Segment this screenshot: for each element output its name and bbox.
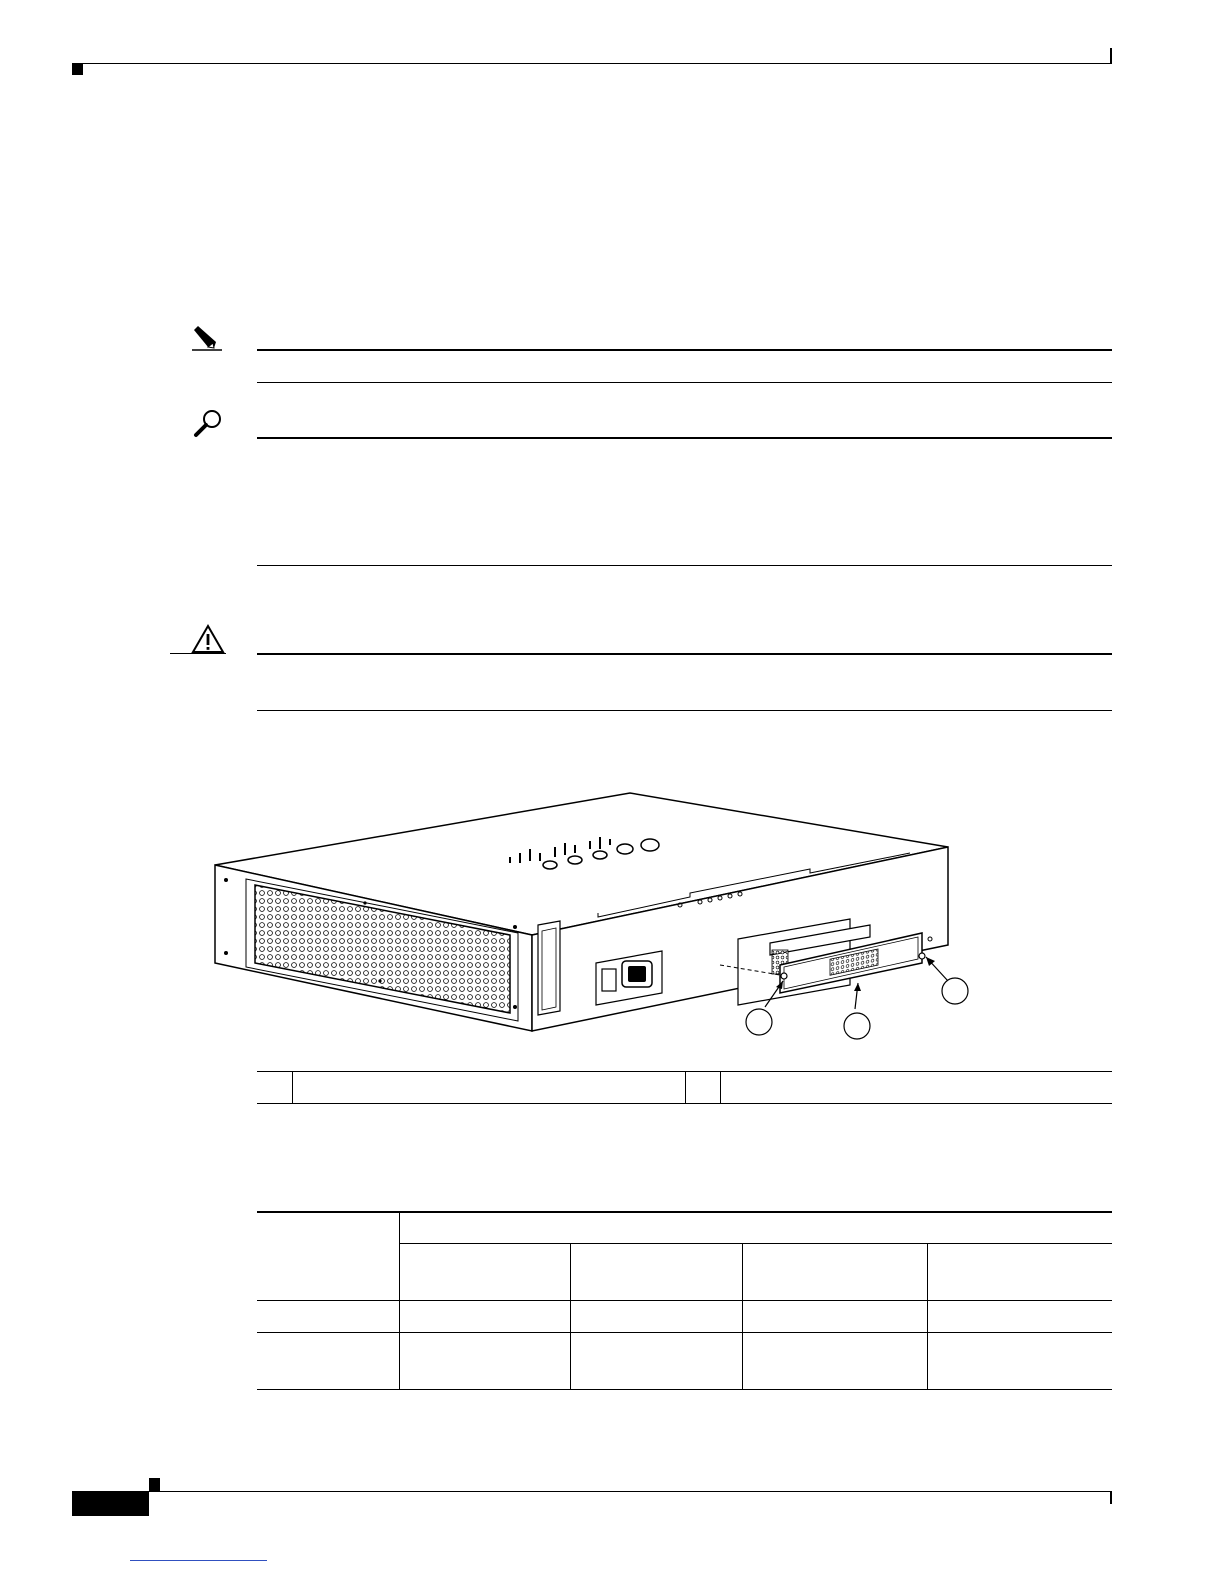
- header-rule: [72, 63, 1112, 64]
- header-left-marker: [72, 64, 83, 75]
- spec-header-rule: [257, 1300, 1112, 1301]
- legend-col-divider: [292, 1071, 293, 1103]
- spec-table-top: [257, 1211, 1112, 1213]
- caution-rule-bottom: [257, 710, 1112, 711]
- footer-marker: [149, 1478, 160, 1491]
- spec-col-divider: [742, 1243, 743, 1389]
- router-chassis-illustration: [210, 785, 990, 1045]
- tip-rule-bottom: [257, 565, 1112, 566]
- tip-rule-top: [257, 437, 1112, 439]
- spec-table-bottom: [257, 1389, 1112, 1390]
- spec-col-divider: [570, 1243, 571, 1389]
- footer-rule: [149, 1491, 1112, 1492]
- header-right-tick: [1110, 48, 1112, 63]
- caution-rule-left: [170, 653, 226, 654]
- legend-col-divider: [685, 1071, 686, 1103]
- spec-col-divider: [399, 1211, 400, 1389]
- footer-right-tick: [1110, 1492, 1112, 1504]
- spec-group-rule: [399, 1243, 1112, 1244]
- warning-triangle-icon: [190, 623, 226, 655]
- caution-rule-top: [257, 653, 1112, 655]
- legend-col-divider: [720, 1071, 721, 1103]
- note-rule-top: [257, 349, 1112, 351]
- note-rule-bottom: [257, 382, 1112, 383]
- magnifier-icon: [190, 407, 226, 439]
- pencil-icon: [188, 322, 224, 352]
- spec-col-divider: [927, 1243, 928, 1389]
- footer-link-underline[interactable]: [130, 1560, 267, 1561]
- footer-page-tab: [72, 1491, 149, 1516]
- legend-table-bottom: [257, 1103, 1112, 1104]
- spec-row-rule: [257, 1332, 1112, 1333]
